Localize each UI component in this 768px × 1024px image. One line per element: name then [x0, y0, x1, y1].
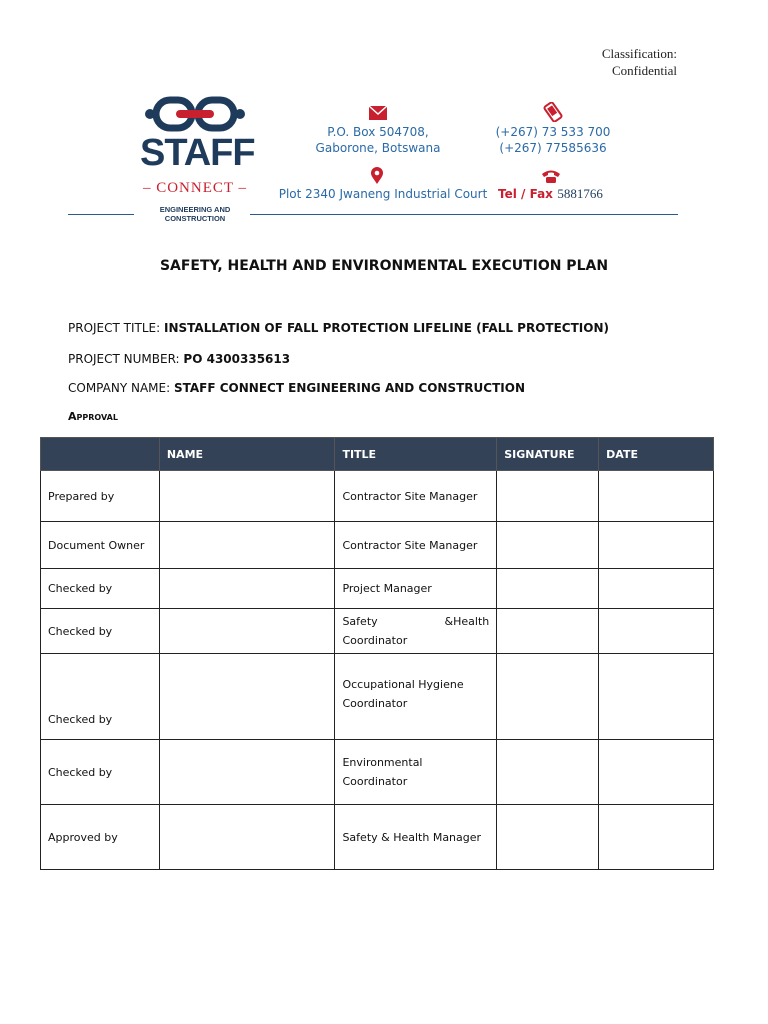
logo-tagline: ENGINEERING AND CONSTRUCTION: [159, 205, 231, 223]
header-title: TITLE: [335, 438, 497, 471]
title-line-1: Occupational Hygiene: [342, 678, 464, 691]
mobile-phone-icon: [543, 102, 563, 122]
signature-cell[interactable]: [497, 654, 599, 740]
title-cell: Contractor Site Manager: [335, 522, 497, 569]
role-cell: Checked by: [41, 740, 160, 805]
company-name-value: STAFF CONNECT ENGINEERING AND CONSTRUCTION: [173, 381, 525, 395]
title-part-a: Safety: [342, 615, 378, 628]
logo-connect-text: CONNECT: [156, 180, 234, 196]
name-cell[interactable]: [159, 805, 335, 870]
letterhead-rule-left: [68, 214, 134, 215]
name-cell[interactable]: [159, 471, 335, 522]
address-line-1: P.O. Box 504708,: [327, 125, 429, 139]
title-line-2: Coordinator: [342, 634, 408, 647]
signature-cell[interactable]: [497, 471, 599, 522]
name-cell[interactable]: [159, 609, 335, 654]
title-line-1: [342, 612, 489, 631]
date-cell[interactable]: [599, 740, 714, 805]
title-line-2: Coordinator: [342, 775, 408, 788]
signature-cell[interactable]: [497, 569, 599, 609]
address-line-2: Gaborone, Botswana: [315, 141, 441, 155]
logo-connect: – CONNECT –: [142, 180, 248, 196]
classification: [602, 45, 677, 79]
tel-fax-number: 5881766: [557, 186, 603, 201]
role-text: Checked by: [48, 713, 113, 726]
table-row: [41, 522, 714, 569]
table-row: [41, 654, 714, 740]
table-row: [41, 609, 714, 654]
project-title-label: PROJECT TITLE:: [68, 321, 164, 335]
classification-label: Classification:: [601, 46, 677, 61]
company-name-label: COMPANY NAME:: [68, 381, 174, 395]
signature-cell[interactable]: [497, 805, 599, 870]
signature-cell[interactable]: [497, 609, 599, 654]
table-row: [41, 471, 714, 522]
title-cell: Contractor Site Manager: [335, 471, 497, 522]
role-cell: Checked by: [41, 569, 160, 609]
header-role: [41, 438, 160, 471]
signature-cell[interactable]: [497, 522, 599, 569]
project-number-label: PROJECT NUMBER:: [68, 352, 184, 366]
date-cell[interactable]: [599, 654, 714, 740]
role-cell: Checked by: [41, 609, 160, 654]
tel-fax-label: Tel / Fax: [498, 187, 553, 201]
header-date: DATE: [599, 438, 714, 471]
phone-line-1: (+267) 73 533 700: [495, 125, 611, 139]
table-row: [41, 740, 714, 805]
role-cell: Approved by: [41, 805, 160, 870]
chain-link-logo-icon: [142, 95, 248, 133]
project-number-line: [68, 352, 290, 366]
classification-value: Confidential: [612, 63, 677, 78]
date-cell[interactable]: [599, 522, 714, 569]
postal-address: [300, 124, 456, 156]
plot-address: Plot 2340 Jwaneng Industrial Court: [278, 187, 488, 201]
project-number-value: PO 4300335613: [183, 352, 291, 366]
title-cell: [335, 654, 497, 740]
title-line-2: Coordinator: [342, 697, 408, 710]
letterhead: [68, 92, 678, 232]
table-row: [41, 569, 714, 609]
date-cell[interactable]: [599, 609, 714, 654]
approval-heading: Approval: [68, 410, 118, 423]
project-title-line: [68, 321, 609, 335]
approval-table: [40, 437, 714, 870]
name-cell[interactable]: [159, 740, 335, 805]
header-name: NAME: [159, 438, 335, 471]
title-cell: [335, 609, 497, 654]
role-cell: [41, 654, 160, 740]
phone-line-2: (+267) 77585636: [499, 141, 607, 155]
title-cell: Project Manager: [335, 569, 497, 609]
date-cell[interactable]: [599, 569, 714, 609]
title-part-b: &Health: [444, 615, 490, 628]
letterhead-rule-right: [250, 214, 678, 215]
name-cell[interactable]: [159, 522, 335, 569]
name-cell[interactable]: [159, 569, 335, 609]
document-title: SAFETY, HEALTH AND ENVIRONMENTAL EXECUTION PLAN: [159, 258, 609, 274]
telephone-icon: [540, 168, 562, 184]
title-cell: Safety & Health Manager: [335, 805, 497, 870]
role-cell: Prepared by: [41, 471, 160, 522]
logo-wordmark: STAFF: [140, 132, 255, 174]
title-line-1: Environmental: [342, 756, 423, 769]
location-pin-icon: [370, 167, 384, 185]
name-cell[interactable]: [159, 654, 335, 740]
table-header-row: [41, 438, 714, 471]
envelope-icon: [368, 105, 388, 121]
date-cell[interactable]: [599, 805, 714, 870]
project-title-value: INSTALLATION OF FALL PROTECTION LIFELINE (FALL PROTECTION): [164, 321, 609, 335]
role-cell: Document Owner: [41, 522, 160, 569]
signature-cell[interactable]: [497, 740, 599, 805]
header-signature: SIGNATURE: [497, 438, 599, 471]
tel-fax: [498, 185, 603, 203]
company-name-line: [68, 381, 525, 395]
title-cell: [335, 740, 497, 805]
date-cell[interactable]: [599, 471, 714, 522]
table-row: [41, 805, 714, 870]
phone-numbers: [488, 124, 618, 156]
